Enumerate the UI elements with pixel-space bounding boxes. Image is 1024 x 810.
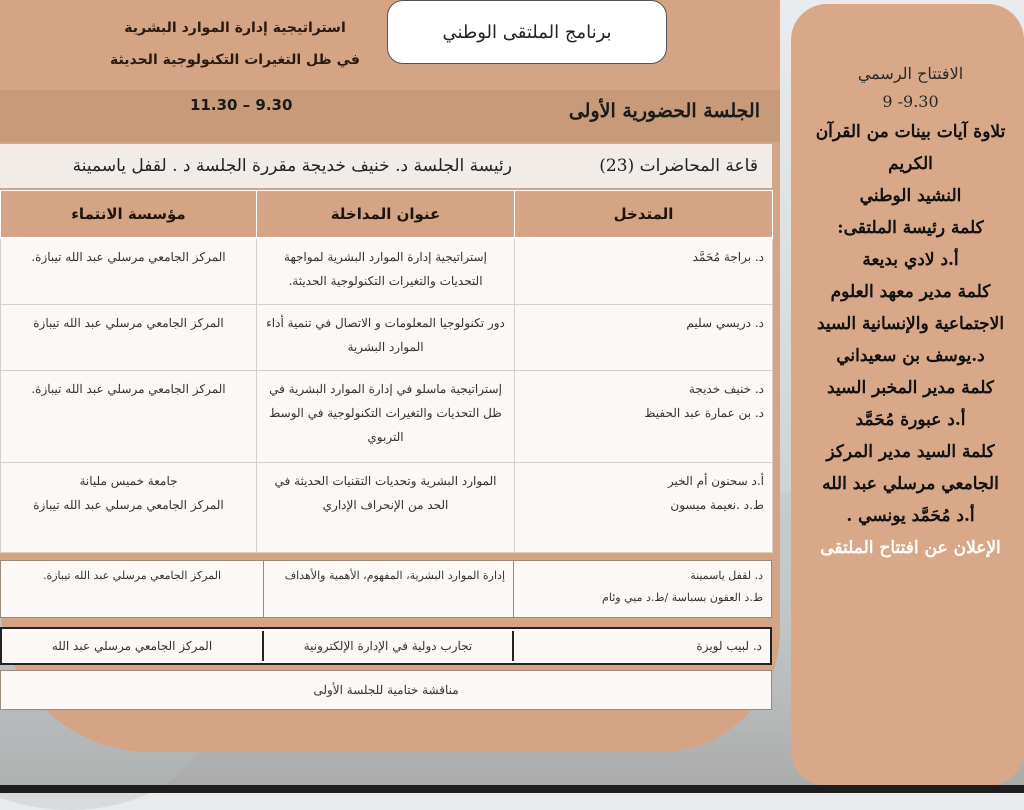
title-cell: تجارب دولية في الإدارة الإلكترونية [262,631,512,661]
event-title [70,12,400,76]
table-header-row [1,191,773,239]
institution-cell [1,304,257,370]
session-time: 11.30 – 9.30 [190,96,293,114]
title-cell: دور تكنولوجيا المعلومات و الاتصال في تنمية أداء الموارد البشرية [257,304,515,370]
speaker-name: أ.د سحنون أم الخير [667,473,764,488]
opening-item: كلمة مدير معهد العلوم الاجتماعية والإنسانية السيد [816,282,1005,334]
opening-item: كلمة رئيسة الملتقى: [837,218,984,238]
speaker-cell [515,462,773,552]
title-cell: إستراتيجية إدارة الموارد البشرية لمواجهة التحديات والتغيرات التكنولوجية الحديثة. [257,238,515,304]
opening-time: 9.30- 9 [882,92,939,111]
closing-discussion-label: مناقشة ختامية للجلسة الأولى [313,683,459,697]
opening-item: أ.د عبورة مُحَمَّد [855,410,966,430]
speaker-name: ط.د .نعيمة ميسون [670,497,764,512]
opening-item: أ.د لادي بديعة [862,250,959,270]
title-cell: الموارد البشرية وتحديات التقنيات الحديثة في الحد من الإنحراف الإداري [257,462,515,552]
institution-cell: المركز الجامعي مرسلي عبد الله [51,639,213,653]
speaker-cell [515,238,773,304]
speaker-cell: د. لبيب لويزة [512,631,770,661]
table-row [0,560,772,618]
title-cell: إدارة الموارد البشرية، المفهوم، الأهمية والأهداف [263,561,513,617]
session-title: الجلسة الحضورية الأولى [568,100,760,122]
speaker-name: د. خنيف خديجة [688,381,764,396]
opening-item: كلمة السيد مدير المركز الجامعي مرسلي عبد الله [822,442,999,494]
closing-discussion-row [0,670,772,710]
event-title-line1: استراتيجية إدارة الموارد البشرية [124,20,346,36]
institution-name: المركز الجامعي مرسلي عبد الله تيبازة [33,497,224,512]
table-row [1,238,773,304]
chair-label: رئيسة الجلسة د. خنيف خديجة مقررة الجلسة د . لقفل ياسمينة [72,156,512,176]
institution-name: المركز الجامعي مرسلي عبد الله تيبازة. [31,381,226,396]
opening-item: الإعلان عن افتتاح الملتقى [820,538,1001,558]
institution-cell [1,370,257,462]
opening-item: النشيد الوطني [859,186,962,206]
opening-item: كلمة مدير المخبر السيد [827,378,994,398]
opening-item: تلاوة آيات بينات من القرآن الكريم [815,122,1006,174]
schedule-table [0,190,773,553]
institution-cell [1,238,257,304]
speaker-cell [515,370,773,462]
speaker-cell [515,304,773,370]
table-row [1,462,773,552]
col-header-title: عنوان المداخلة [257,191,515,239]
table-row [1,304,773,370]
bottom-bar [0,785,1024,793]
table-row [0,627,772,665]
chair-bar [0,144,772,188]
speaker-name: د. دريسي سليم [686,315,764,330]
col-header-speaker: المتدخل [515,191,773,239]
opening-agenda [791,60,1024,564]
title-cell: إستراتيجية ماسلو في إدارة الموارد البشرية في ظل التحديات والتغيرات التكنولوجية في الوسط التربوي [257,370,515,462]
opening-item: أ.د مُحَمَّد يونسي . [846,506,975,526]
institution-cell [1,462,257,552]
event-title-line2: في ظل التغيرات التكنولوجية الحديثة [110,52,360,68]
speaker-name: د. براجة مُحَمَّد [692,250,764,264]
opening-item: د.يوسف بن سعيداني [836,346,985,366]
opening-item: الافتتاح الرسمي [857,64,964,83]
room-label: قاعة المحاضرات (23) [599,156,758,176]
speaker-name: د. بن عمارة عبد الحفيظ [644,405,764,420]
speaker-name: د. لقفل ياسمينة [690,569,763,582]
institution-cell: المركز الجامعي مرسلي عبد الله تيبازة. [42,569,222,582]
program-label-box: برنامج الملتقى الوطني [387,0,667,64]
institution-name: جامعة خميس مليانة [79,473,178,488]
opening-ceremony-panel [791,4,1024,786]
table-row [1,370,773,462]
speaker-cell [513,561,771,617]
institution-name: المركز الجامعي مرسلي عبد الله تيبازة. [31,250,226,264]
speaker-name: ط.د العقون بسباسة /ط.د ميي وئام [602,591,763,604]
institution-name: المركز الجامعي مرسلي عبد الله تيبازة [33,315,224,330]
col-header-institution: مؤسسة الانتماء [1,191,257,239]
